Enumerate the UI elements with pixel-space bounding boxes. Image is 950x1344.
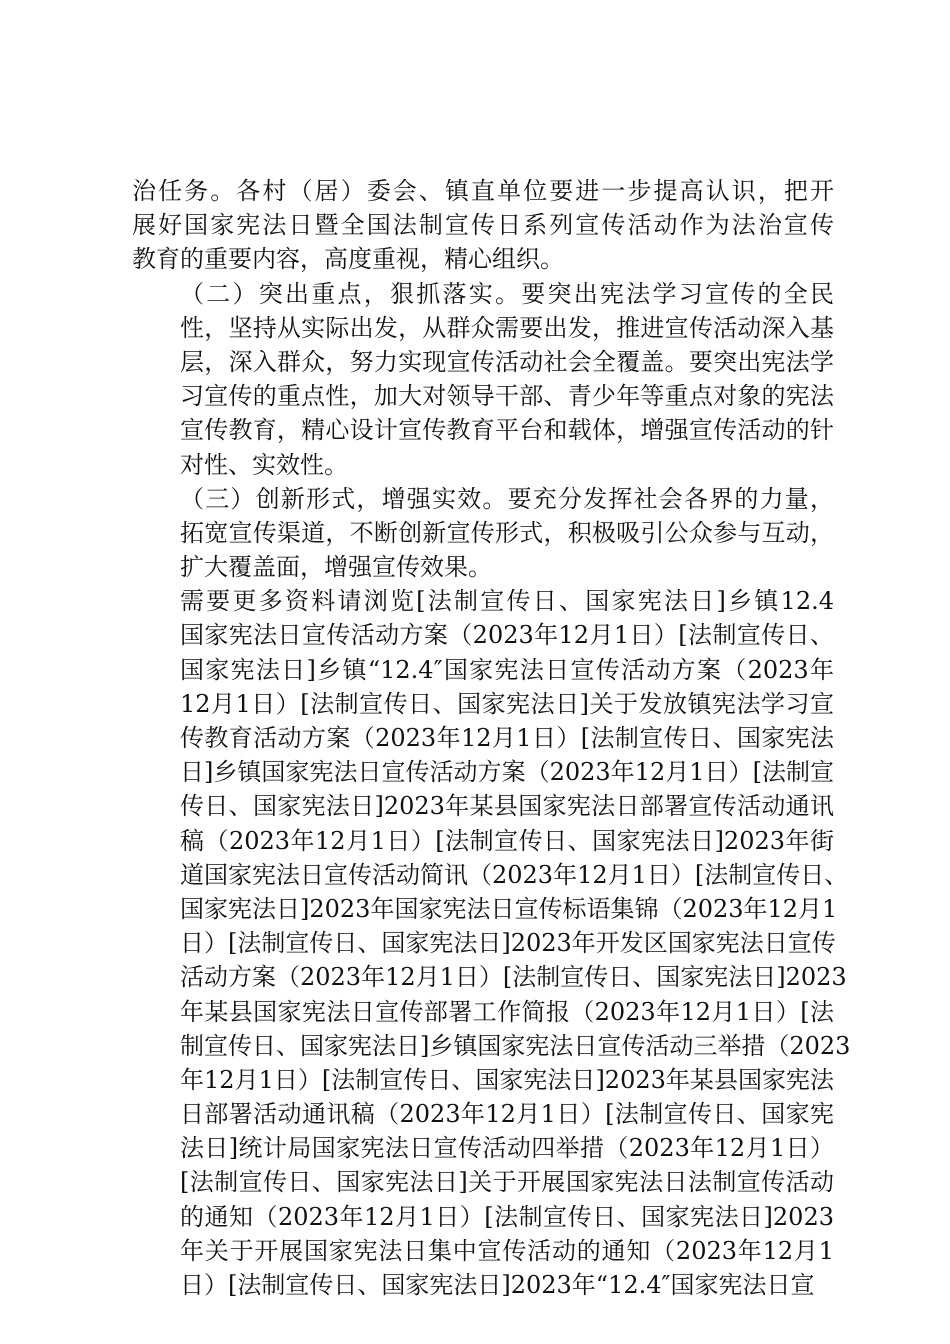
text-line: 日）[法制宣传日、国家宪法日]2023年开发区国家宪法日宣传 bbox=[180, 929, 836, 958]
text-line: 年关于开展国家宪法日集中宣传活动的通知（2023年12月1 bbox=[180, 1236, 834, 1265]
text-line: 活动方案（2023年12月1日）[法制宣传日、国家宪法日]2023 bbox=[180, 963, 847, 992]
text-line: 年12月1日）[法制宣传日、国家宪法日]2023年某县国家宪法 bbox=[180, 1065, 834, 1094]
text-line: 12月1日）[法制宣传日、国家宪法日]关于发放镇宪法学习宣 bbox=[180, 689, 834, 718]
text-line: 日部署活动通讯稿（2023年12月1日）[法制宣传日、国家宪 bbox=[180, 1100, 834, 1129]
text-line: 国家宪法日宣传活动方案（2023年12月1日）[法制宣传日、 bbox=[180, 621, 834, 650]
text-line: 习宣传的重点性，加大对领导干部、青少年等重点对象的宪法 bbox=[180, 382, 834, 411]
text-line: 的通知（2023年12月1日）[法制宣传日、国家宪法日]2023 bbox=[180, 1202, 834, 1231]
text-line: 传日、国家宪法日]2023年某县国家宪法日部署宣传活动通讯 bbox=[180, 792, 834, 821]
text-line: 稿（2023年12月1日）[法制宣传日、国家宪法日]2023年街 bbox=[180, 826, 834, 855]
text-line: 国家宪法日]乡镇“12.4″国家宪法日宣传活动方案（2023年 bbox=[180, 655, 834, 684]
text-line: 性，坚持从实际出发，从群众需要出发，推进宣传活动深入基 bbox=[180, 313, 834, 342]
text-line: 日）[法制宣传日、国家宪法日]2023年“12.4″国家宪法日宣 bbox=[180, 1271, 815, 1299]
text-line: 拓宽宣传渠道，不断创新宣传形式，积极吸引公众参与互动， bbox=[180, 518, 834, 547]
text-line: 治任务。各村（居）委会、镇直单位要进一步提高认识，把开 bbox=[132, 177, 834, 205]
text-line: 扩大覆盖面，增强宣传效果。 bbox=[180, 553, 492, 582]
text-line: 教育的重要内容，高度重视，精心组织。 bbox=[132, 245, 564, 274]
text-line: 对性、实效性。 bbox=[180, 450, 348, 479]
text-line: 层，深入群众，努力实现宣传活动社会全覆盖。要突出宪法学 bbox=[180, 347, 834, 376]
text-line: 需要更多资料请浏览[法制宣传日、国家宪法日]乡镇12.4 bbox=[180, 587, 834, 616]
text-line: （三）创新形式，增强实效。要充分发挥社会各界的力量， bbox=[180, 484, 834, 513]
paragraph-p1 bbox=[132, 174, 834, 277]
text-line: 宣传教育，精心设计宣传教育平台和载体，增强宣传活动的针 bbox=[180, 416, 834, 445]
document-body bbox=[132, 174, 851, 1302]
text-line: 法日]统计局国家宪法日宣传活动四举措（2023年12月1日） bbox=[180, 1134, 834, 1163]
text-line: 制宣传日、国家宪法日]乡镇国家宪法日宣传活动三举措（2023 bbox=[180, 1031, 851, 1060]
text-line: 年某县国家宪法日宣传部署工作简报（2023年12月1日）[法 bbox=[180, 997, 834, 1026]
text-line: [法制宣传日、国家宪法日]关于开展国家宪法日法制宣传活动 bbox=[180, 1168, 834, 1197]
paragraph-p2 bbox=[132, 277, 834, 482]
paragraph-p4 bbox=[132, 584, 851, 1302]
text-line: 道国家宪法日宣传活动简讯（2023年12月1日）[法制宣传日、 bbox=[180, 860, 849, 889]
paragraph-p3 bbox=[132, 482, 834, 585]
text-line: 展好国家宪法日暨全国法制宣传日系列宣传活动作为法治宣传 bbox=[132, 211, 834, 240]
text-line: 日]乡镇国家宪法日宣传活动方案（2023年12月1日）[法制宣 bbox=[180, 758, 834, 787]
text-line: 国家宪法日]2023年国家宪法日宣传标语集锦（2023年12月1 bbox=[180, 894, 838, 923]
text-line: 传教育活动方案（2023年12月1日）[法制宣传日、国家宪法 bbox=[180, 724, 834, 752]
text-line: （二）突出重点，狠抓落实。要突出宪法学习宣传的全民 bbox=[180, 279, 834, 308]
